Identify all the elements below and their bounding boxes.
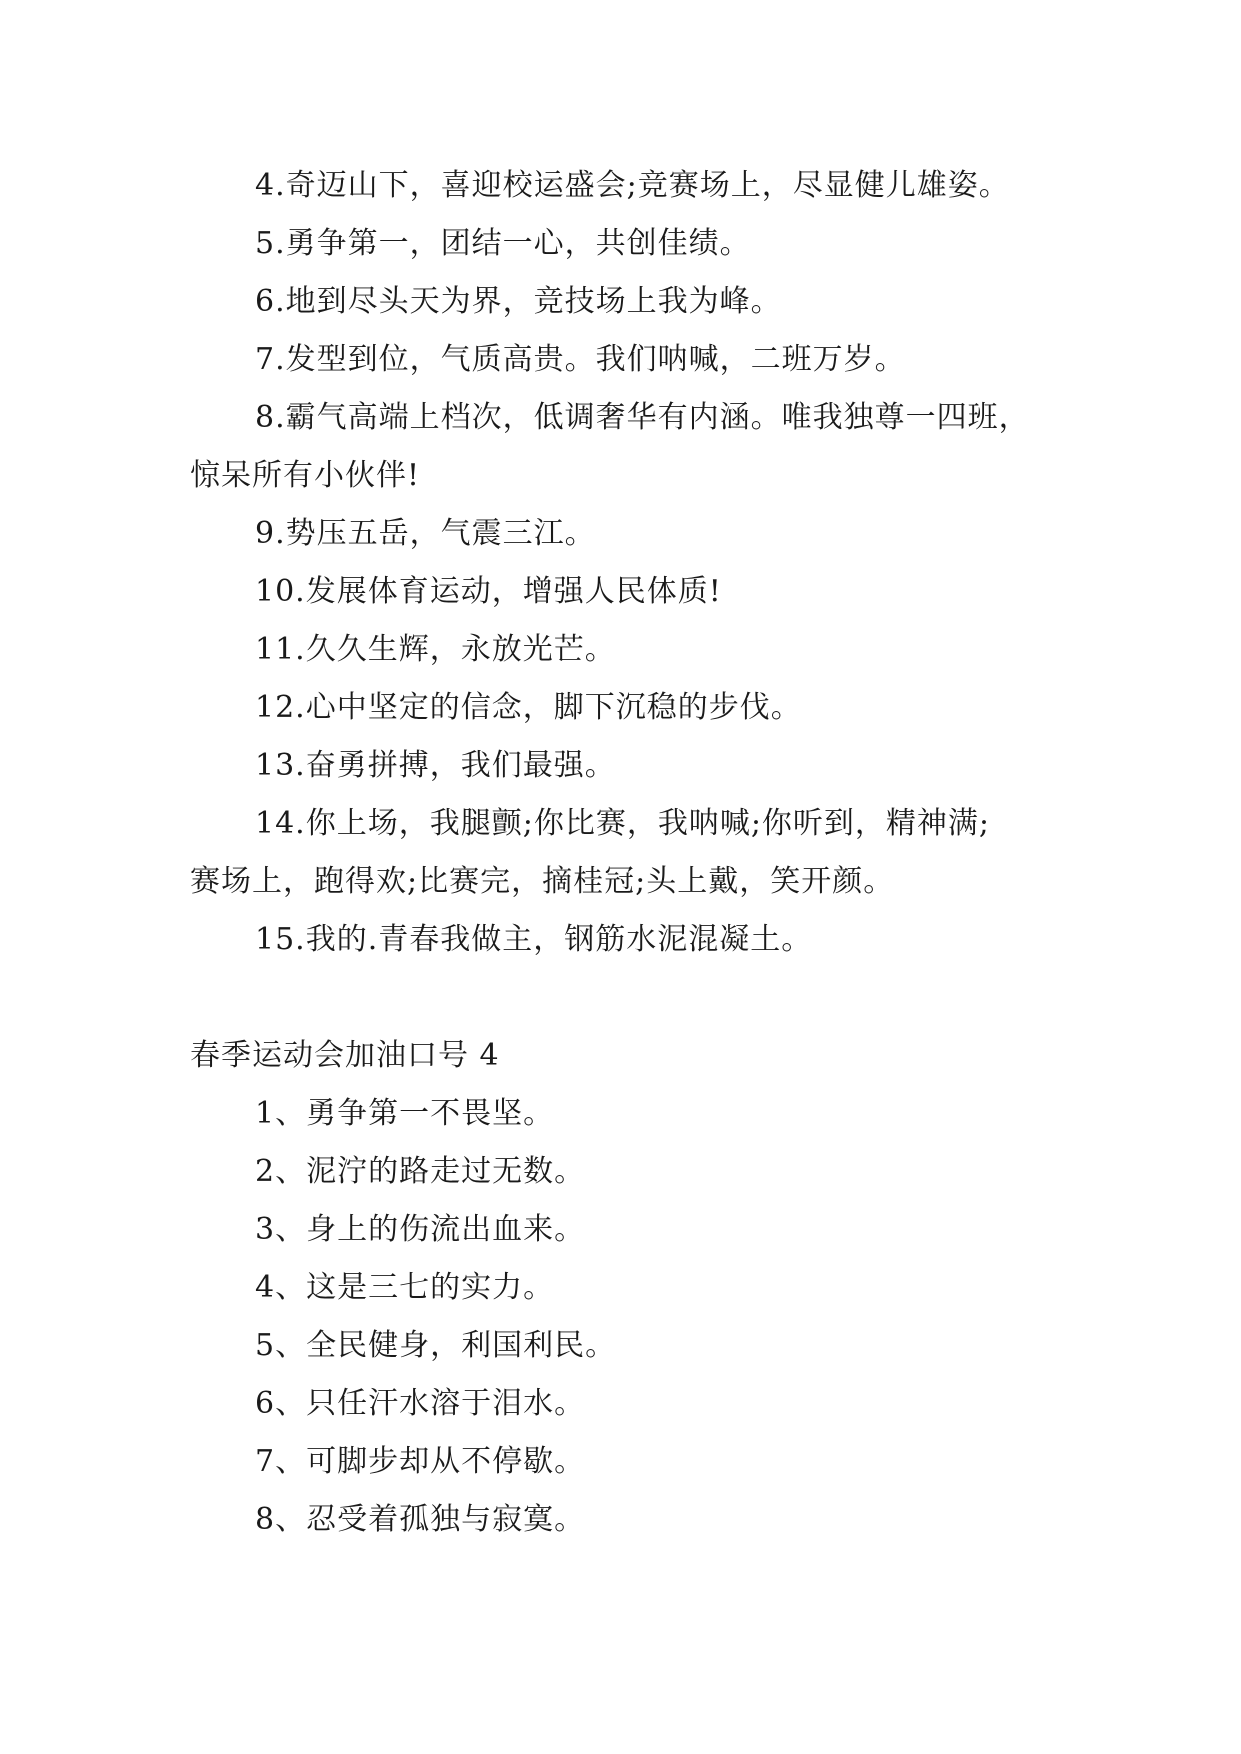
slogan-line: 2、泥泞的路走过无数。 xyxy=(255,1154,586,1189)
slogan-line: 5、全民健身，利国利民。 xyxy=(255,1328,617,1363)
slogan-line: 6、只任汗水溶于泪水。 xyxy=(255,1386,586,1421)
slogan-line: 4.奇迈山下，喜迎校运盛会;竞赛场上，尽显健儿雄姿。 xyxy=(255,168,1010,203)
slogan-line: 5.勇争第一，团结一心，共创佳绩。 xyxy=(255,226,751,261)
slogan-line: 12.心中坚定的信念，脚下沉稳的步伐。 xyxy=(255,690,802,725)
slogan-line: 6.地到尽头天为界，竞技场上我为峰。 xyxy=(255,284,782,319)
slogan-line: 1、勇争第一不畏坚。 xyxy=(255,1096,555,1131)
slogan-line: 9.势压五岳，气震三江。 xyxy=(255,516,596,551)
slogan-line: 11.久久生辉，永放光芒。 xyxy=(255,632,616,667)
slogan-line: 10.发展体育运动，增强人民体质! xyxy=(255,574,722,609)
slogan-line: 8、忍受着孤独与寂寞。 xyxy=(255,1502,586,1537)
slogan-line: 14.你上场，我腿颤;你比赛，我呐喊;你听到，精神满; xyxy=(255,806,991,841)
slogan-line: 3、身上的伤流出血来。 xyxy=(255,1212,586,1247)
slogan-line: 15.我的.青春我做主，钢筋水泥混凝土。 xyxy=(255,922,813,957)
section-heading: 春季运动会加油口号 4 xyxy=(190,1038,500,1073)
slogan-line: 7、可脚步却从不停歇。 xyxy=(255,1444,586,1479)
slogan-line: 7.发型到位，气质高贵。我们呐喊，二班万岁。 xyxy=(255,342,906,377)
slogan-line: 13.奋勇拼搏，我们最强。 xyxy=(255,748,616,783)
slogan-line: 4、这是三七的实力。 xyxy=(255,1270,555,1305)
slogan-line-continuation: 惊呆所有小伙伴! xyxy=(190,458,421,493)
slogan-line: 8.霸气高端上档次，低调奢华有内涵。唯我独尊一四班， xyxy=(255,400,1030,435)
slogan-line-continuation: 赛场上，跑得欢;比赛完，摘桂冠;头上戴，笑开颜。 xyxy=(190,864,895,899)
